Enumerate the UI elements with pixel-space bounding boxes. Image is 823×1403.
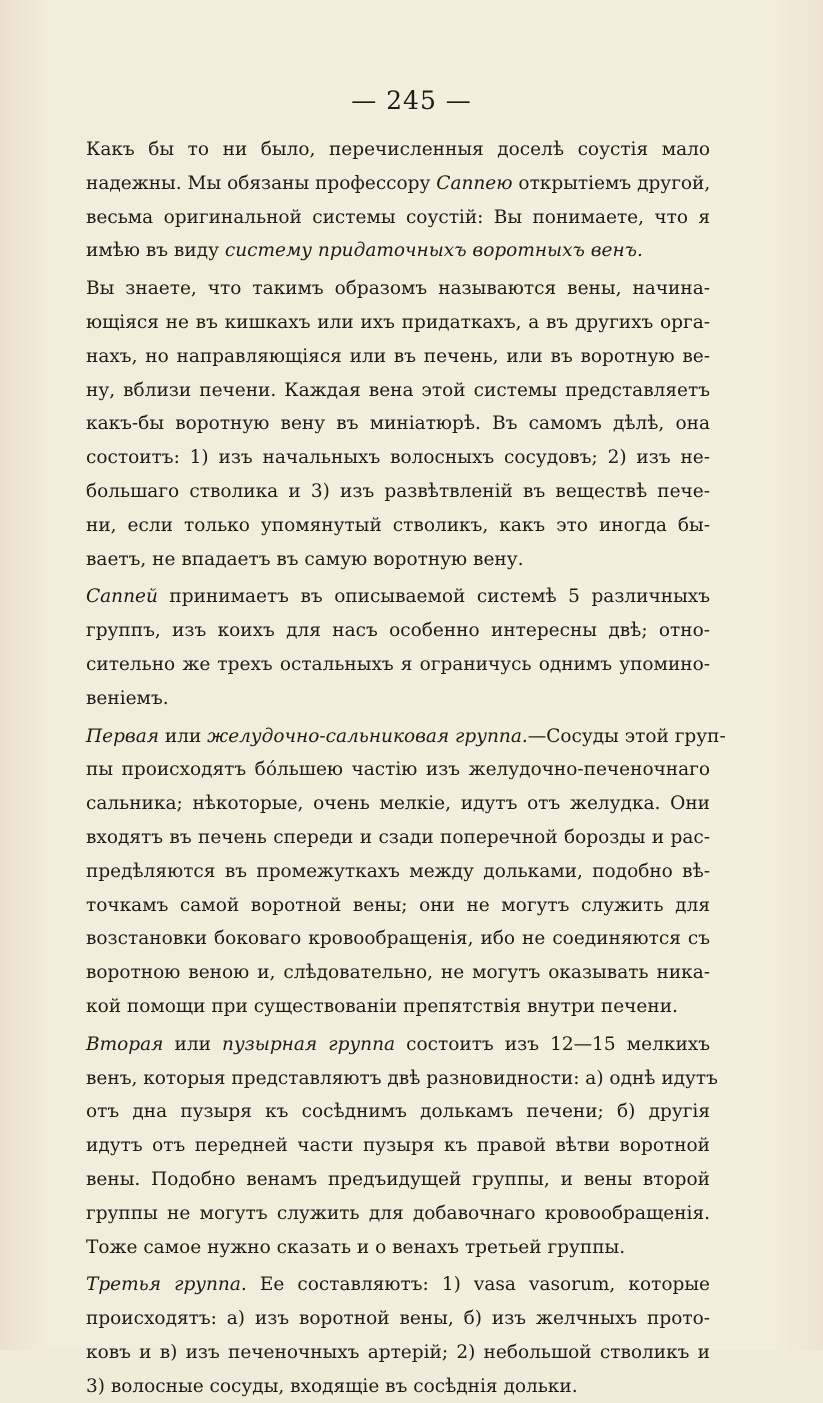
text-line: пы происходятъ бóльшею частію изъ желудочно-печеночнаго [86, 759, 710, 781]
paragraph [86, 1028, 718, 1265]
text-line: ну, вблизи печени. Каждая вена этой системы представляетъ [86, 379, 710, 401]
italic-text: пузырная группа [222, 1033, 396, 1055]
paragraph [86, 133, 710, 268]
text-line: воротною веною и, слѣдовательно, не могутъ оказывать ника- [86, 962, 710, 984]
text-line: сальника; нѣкоторые, очень мелкіе, идутъ отъ желудка. Они [86, 793, 710, 815]
text-line: большаго стволика и 3) изъ развѣтвленій въ веществѣ пече- [86, 480, 710, 502]
text-line: Первая или желудочно-сальниковая группа.—Сосуды этой груп- [86, 725, 726, 747]
text-line: какъ-бы воротную вену въ миніатюрѣ. Въ самомъ дѣлѣ, она [86, 413, 710, 435]
text-line: состоитъ: 1) изъ начальныхъ волосныхъ сосудовъ; 2) изъ не- [86, 447, 710, 469]
text-line: точкамъ самой воротной вены; они не могутъ служить для [86, 894, 710, 916]
text-line: возстановки боковаго кровообращенія, ибо не соединяются съ [86, 928, 710, 950]
text-line: Вторая или пузырная группа состоитъ изъ 12—15 мелкихъ [86, 1033, 710, 1055]
text-line: Саппей принимаетъ въ описываемой системѣ 5 различныхъ [86, 586, 710, 608]
italic-text: желудочно-сальниковая группа. [207, 725, 528, 747]
text-line: группы не могутъ служить для добавочнаго кровообращенія. [86, 1202, 710, 1224]
text-line: Тоже самое нужно сказать и о венахъ третьей группы. [86, 1236, 626, 1258]
text-line: входятъ въ печень спереди и сзади поперечной борозды и рас- [86, 826, 710, 848]
text-line: сительно же трехъ остальныхъ я ограничусь однимъ упомино- [86, 653, 710, 675]
text-line: Третья группа. Ее составляютъ: 1) vasa vasorum, которые [86, 1274, 710, 1296]
paragraph [86, 580, 710, 715]
text-line: идутъ отъ передней части пузыря къ правой вѣтви воротной [86, 1135, 710, 1157]
text-line: группъ, изъ коихъ для насъ особенно интересны двѣ; отно- [86, 620, 710, 642]
text-line: ковъ и в) изъ печеночныхъ артерій; 2) небольшой стволикъ и [86, 1341, 710, 1363]
italic-text: Саппей [86, 586, 158, 608]
text-line: Какъ бы то ни было, перечисленныя доселѣ соустія мало [86, 139, 710, 160]
page-number: — 245 — [351, 86, 472, 115]
italic-text: Третья группа. [86, 1274, 247, 1296]
text-line: ни, если только упомянутый стволикъ, какъ это иногда бы- [86, 514, 710, 536]
text-line: предѣляются въ промежуткахъ между дольками, подобно вѣ- [86, 860, 710, 882]
italic-text: Вторая [86, 1033, 164, 1055]
italic-text: систему придаточныхъ воротныхъ венъ. [224, 240, 643, 262]
text-line: отъ дна пузыря къ сосѣднимъ долькамъ печени; б) другія [86, 1101, 710, 1123]
text-line: ваетъ, не впадаетъ въ самую воротную вену. [86, 548, 524, 570]
text-line: кой помощи при существованіи препятствія внутри печени. [86, 995, 678, 1017]
text-line: 3) волосные сосуды, входящіе въ сосѣднія дольки. [86, 1375, 578, 1397]
text-line: происходятъ: а) изъ воротной вены, б) изъ желчныхъ прото- [86, 1308, 710, 1330]
paragraph [86, 720, 726, 1024]
text-line: ющіяся не въ кишкахъ или ихъ придаткахъ, а въ другихъ орга- [86, 311, 710, 333]
text-line: имѣю въ виду систему придаточныхъ воротныхъ венъ. [86, 240, 643, 262]
paragraph [86, 1268, 710, 1403]
italic-text: Первая [86, 725, 159, 747]
text-line: нахъ, но направляющіяся или въ печень, или въ воротную ве- [86, 345, 710, 367]
italic-text: Саппею [436, 172, 513, 194]
text-line: венъ, которыя представляютъ двѣ разновидности: а) однѣ идутъ [86, 1067, 718, 1089]
page-body [86, 133, 726, 1403]
text-line: надежны. Мы обязаны профессору Саппею открытіемъ другой, [86, 172, 711, 194]
text-line: весьма оригинальной системы соустій: Вы понимаете, что я [86, 206, 710, 228]
text-line: веніемъ. [86, 687, 169, 709]
text-line: вены. Подобно венамъ предъидущей группы, и вены второй [86, 1168, 710, 1190]
paragraph [86, 272, 710, 576]
text-line: Вы знаете, что такимъ образомъ называются вены, начина- [86, 278, 710, 300]
